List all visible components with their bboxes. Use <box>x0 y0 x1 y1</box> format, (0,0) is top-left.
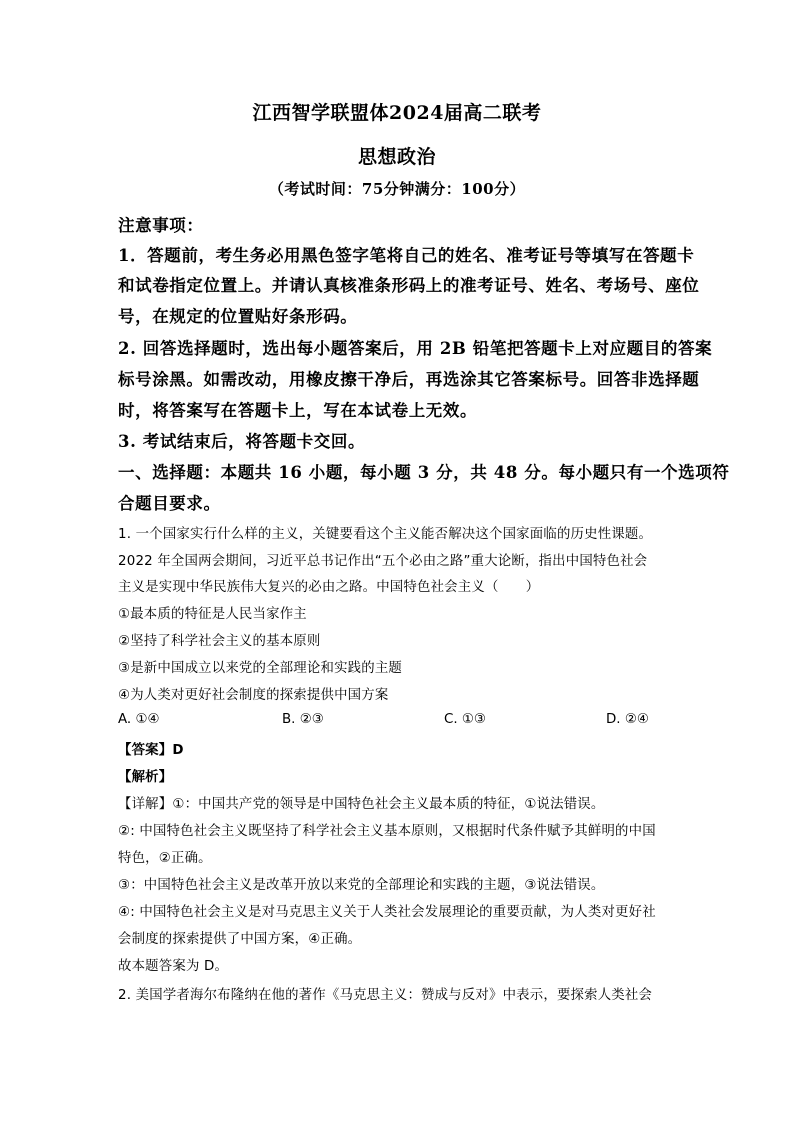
explanation-line: ②: 中国特色社会主义既坚持了科学社会主义基本原则，又根据时代条件赋予其鲜明的中国 <box>118 824 656 839</box>
note-line: 标号涂黑。如需改动，用橡皮擦干净后，再选涂其它答案标号。回答非选择题 <box>118 370 700 389</box>
option-a: A. ①④ <box>118 712 160 727</box>
notes-heading: 注意事项： <box>118 216 204 235</box>
note-line: 2. 回答选择题时，选出每小题答案后，用 2B 铅笔把答题卡上对应题目的答案 <box>118 339 713 358</box>
explanation-line: 故本题答案为 D。 <box>118 959 229 974</box>
question-1-stem: 1. 一个国家实行什么样的主义，关键要看这个主义能否解决这个国家面临的历史性课题。 <box>118 527 653 542</box>
explanation-line: ③：中国特色社会主义是改革开放以来党的全部理论和实践的主题，③说法错误。 <box>118 878 605 893</box>
section-heading-cont: 合题目要求。 <box>118 494 221 513</box>
question-1-item: ③是新中国成立以来党的全部理论和实践的主题 <box>118 661 403 676</box>
question-1-stem: 主义是实现中华民族伟大复兴的必由之路。中国特色社会主义（ ） <box>118 580 540 595</box>
note-line: 和试卷指定位置上。并请认真核准条形码上的准考证号、姓名、考场号、座位 <box>118 276 700 295</box>
question-1-item: ②坚持了科学社会主义的基本原则 <box>118 634 321 649</box>
analysis-heading: 【解析】 <box>118 770 173 785</box>
question-1-item: ④为人类对更好社会制度的探索提供中国方案 <box>118 688 389 703</box>
explanation-line: 会制度的探索提供了中国方案，④正确。 <box>118 932 362 947</box>
explanation-line: ④: 中国特色社会主义是对马克思主义关于人类社会发展理论的重要贡献，为人类对更好社 <box>118 905 656 920</box>
exam-title: 江西智学联盟体2024届高二联考 <box>252 102 542 124</box>
note-line: 1．答题前，考生务必用黑色签字笔将自己的姓名、准考证号等填写在答题卡 <box>118 246 695 265</box>
exam-info: （考试时间：75分钟满分：100分） <box>268 180 526 198</box>
question-2-stem: 2. 美国学者海尔布隆纳在他的著作《马克思主义：赞成与反对》中表示，要探索人类社会 <box>118 988 653 1003</box>
subject-title: 思想政治 <box>357 146 436 168</box>
question-1-item: ①最本质的特征是人民当家作主 <box>118 607 307 622</box>
explanation-line: 特色，②正确。 <box>118 851 212 866</box>
option-b: B. ②③ <box>282 712 324 727</box>
answer-label: 【答案】D <box>118 743 184 758</box>
option-d: D. ②④ <box>606 712 649 727</box>
explanation-line: 【详解】①：中国共产党的领导是中国特色社会主义最本质的特征，①说法错误。 <box>118 797 605 812</box>
section-heading: 一、选择题：本题共 16 小题，每小题 3 分，共 48 分。每小题只有一个选项符 <box>118 463 730 482</box>
note-line: 时，将答案写在答题卡上，写在本试卷上无效。 <box>118 401 478 420</box>
note-line: 3. 考试结束后，将答题卡交回。 <box>118 432 366 451</box>
question-1-options <box>118 712 678 732</box>
note-line: 号，在规定的位置贴好条形码。 <box>118 307 358 326</box>
question-1-stem: 2022 年全国两会期间，习近平总书记作出“五个必由之路”重大论断，指出中国特色社会 <box>118 554 648 569</box>
option-c: C. ①③ <box>444 712 486 727</box>
